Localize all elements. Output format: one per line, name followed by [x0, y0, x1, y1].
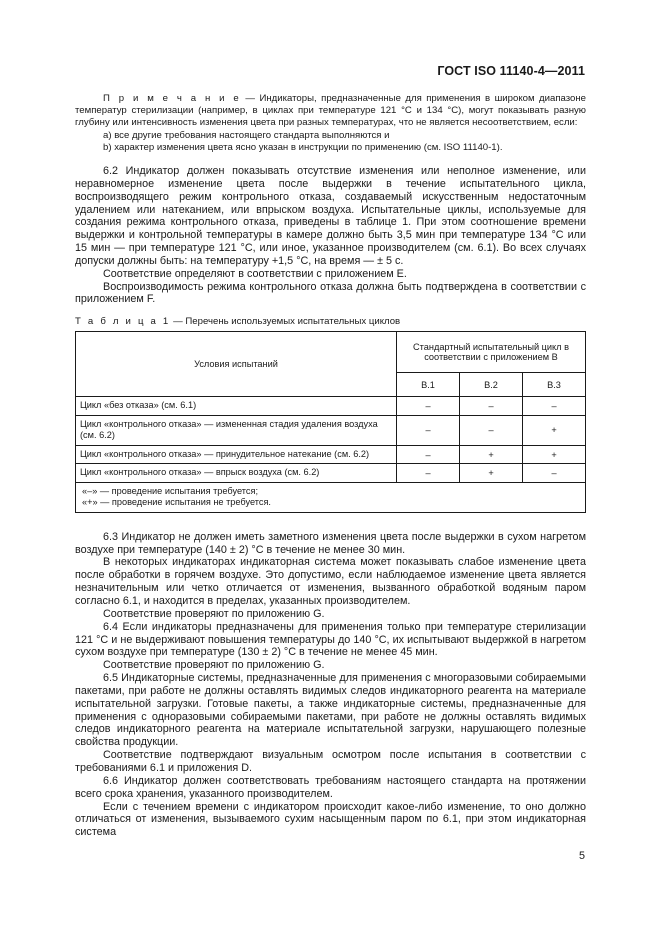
test-cycles-table [75, 331, 586, 513]
legend-not-required: «+» — проведение испытания не требуется. [82, 497, 271, 508]
paragraph-6-4: 6.4 Если индикаторы предназначены для применения только при температуре стерилизации 121 °С и не выдерживают повышения температуры до 140 °С, их испытывают выдержкой в нагретом сухом воздухе при температуре (130 ± 2) °С в течение не менее 45 мин. [75, 620, 586, 659]
table-legend-row [76, 482, 586, 512]
paragraph-6-3: 6.3 Индикатор не должен иметь заметного изменения цвета после выдержки в сухом нагретом воздухе при температуре (140 ± 2) °С в течение не менее 30 мин. [75, 530, 586, 556]
paragraph-6-2-reproducibility: Воспроизводимость режима контрольного отказа должна быть подтверждена в соответствии с приложением F. [75, 280, 586, 306]
row-mark-b2: + [460, 445, 523, 464]
row-mark-b2: – [460, 397, 523, 416]
table-row [76, 445, 586, 464]
row-mark-b3: – [523, 464, 586, 483]
row-mark-b1: – [397, 415, 460, 445]
note-item-b: b) характер изменения цвета ясно указан в инструкции по применению (см. ISO 11140-1). [103, 141, 503, 153]
note-label: П р и м е ч а н и е [103, 93, 241, 104]
note-block [75, 93, 586, 154]
row-mark-b3: + [523, 445, 586, 464]
paragraph-6-2: 6.2 Индикатор должен показывать отсутствие изменения или неполное изменение, или неравномерное изменение цвета после выдержки в течение испытательного цикла, воспроизводящего режим контрольного отказа, создаваемый искусственным недостаточным удалением или натеканием, или впрыском воздуха. Испытательные циклы, используемые для создания режима контрольного отказа, приведены в таблице 1. При этом соотношение времени выдержки и контрольной температуры в камере должно быть 3,5 мин при температуре 134 °С или 15 мин — при температуре 121 °С, или иное, указанное производителем (см. 6.1). Во всех случаях допуски должны быть: на температуру +1,5 °С, на время — ± 5 с. [75, 165, 586, 267]
column-header-b2: В.2 [460, 373, 523, 397]
row-condition: Цикл «контрольного отказа» — измененная стадия удаления воздуха (см. 6.2) [76, 415, 397, 445]
row-condition: Цикл «без отказа» (см. 6.1) [76, 397, 397, 416]
row-mark-b1: – [397, 397, 460, 416]
table-row [76, 464, 586, 483]
legend-required: «–» — проведение испытания требуется; [82, 485, 258, 496]
paragraph-6-6: 6.6 Индикатор должен соответствовать требованиям настоящего стандарта на протяжении всего срока хранения, указанного производителем. [75, 774, 586, 800]
paragraph-6-6-change: Если с течением времени с индикатором происходит какое-либо изменение, то оно должно отличаться от изменения, вызываемого сухим насыщенным паром по 6.1, при этом индикаторная система [75, 800, 586, 839]
table-1-caption [75, 316, 586, 327]
column-header-conditions: Условия испытаний [76, 332, 397, 397]
table-header-row [76, 332, 586, 373]
row-mark-b2: + [460, 464, 523, 483]
table-row [76, 397, 586, 416]
table-1-caption-text: — Перечень используемых испытательных циклов [170, 316, 401, 328]
note-paragraph [75, 93, 586, 130]
paragraph-6-4-compliance: Соответствие проверяют по приложению G. [103, 659, 325, 672]
paragraph-6-3-compliance: Соответствие проверяют по приложению G. [103, 607, 325, 620]
page-number: 5 [578, 850, 585, 862]
row-mark-b2: – [460, 415, 523, 445]
table-legend [76, 482, 586, 512]
paragraph-6-5-compliance: Соответствие подтверждают визуальным осмотром после испытания в соответствии с требованиями 6.1 и приложения D. [75, 749, 586, 774]
row-mark-b3: + [523, 415, 586, 445]
note-item-a: a) все другие требования настоящего стандарта выполняются и [103, 129, 390, 141]
column-header-b1: В.1 [397, 373, 460, 397]
page-content [75, 93, 586, 839]
paragraph-6-3-hot-air: В некоторых индикаторах индикаторная система может показывать слабое изменение цвета после обработки в горячем воздухе. Это допустимо, если наблюдаемое изменение цвета является незначительным или четко отличается от изменения, вызванного обработкой водяным паром согласно 6.1, и находится в пределах, указанных производителем. [75, 556, 586, 608]
document-header-title: ГОСТ ISO 11140-4—2011 [437, 64, 585, 78]
table-row [76, 415, 586, 445]
row-condition: Цикл «контрольного отказа» — принудительное натекание (см. 6.2) [76, 445, 397, 464]
column-header-standard-cycle: Стандартный испытательный цикл в соответствии с приложением В [397, 332, 586, 373]
column-header-b3: В.3 [523, 373, 586, 397]
row-mark-b1: – [397, 445, 460, 464]
note-text: — Индикаторы, предназначенные для применения в широком диапазоне температур стерилизации (например, в циклах при температуре 121 °С и 134 °С), могут показывать разную глубину или интенсивность изменения цвета при разных температурах, что не является несоответствием, если: [75, 93, 586, 129]
sections-6-3-to-6-6 [75, 531, 586, 839]
paragraph-6-5: 6.5 Индикаторные системы, предназначенные для применения с многоразовыми собираемыми пакетами, при работе не должны оставлять видимых следов индикаторного реагента на материале испытательной загрузки. Готовые пакеты, а также индикаторные системы, предназначенные для применения с одноразовыми собираемыми пакетами, при работе не должны оставлять видимых следов индикаторного реагента на материале испытательной загрузки, нарушающего полезные свойства продукции. [75, 672, 586, 749]
section-6-2 [75, 165, 586, 306]
row-mark-b1: – [397, 464, 460, 483]
table-1-caption-label: Т а б л и ц а 1 [75, 316, 171, 328]
row-mark-b3: – [523, 397, 586, 416]
row-condition: Цикл «контрольного отказа» — впрыск воздуха (см. 6.2) [76, 464, 397, 483]
paragraph-6-2-compliance: Соответствие определяют в соответствии с приложением Е. [103, 267, 407, 280]
